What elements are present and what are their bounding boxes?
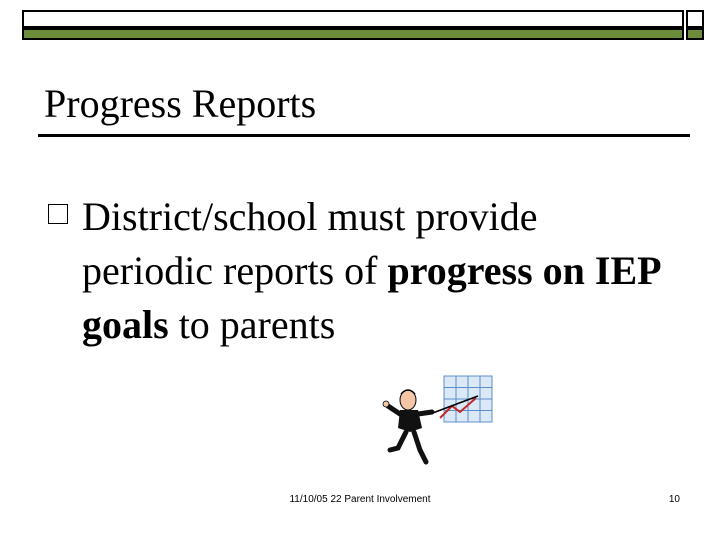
- slide-title: Progress Reports: [44, 81, 317, 126]
- footer-date-text: 11/10/05 22 Parent Involvement: [289, 494, 431, 505]
- hollow-square-bullet-icon: [48, 204, 68, 224]
- top-decorative-bar: [22, 10, 704, 40]
- top-bar-upper-square: [686, 10, 704, 28]
- slide-number: 10: [668, 494, 680, 505]
- top-bar-lower-square: [686, 28, 704, 40]
- top-bar-upper: [22, 10, 684, 28]
- presenter-with-chart-clipart: [380, 370, 510, 470]
- bullet-text-part1: District/school must provide periodic reports of: [82, 194, 538, 293]
- chart-board-icon: [440, 376, 492, 422]
- bullet-text-part2: to parents: [168, 302, 336, 347]
- bullet-text: [82, 190, 662, 352]
- title-underline: [38, 134, 690, 137]
- top-bar-lower: [22, 28, 684, 40]
- bullet-text-bold: progress on IEP goals: [82, 248, 660, 347]
- presenter-figure-icon: [383, 390, 432, 462]
